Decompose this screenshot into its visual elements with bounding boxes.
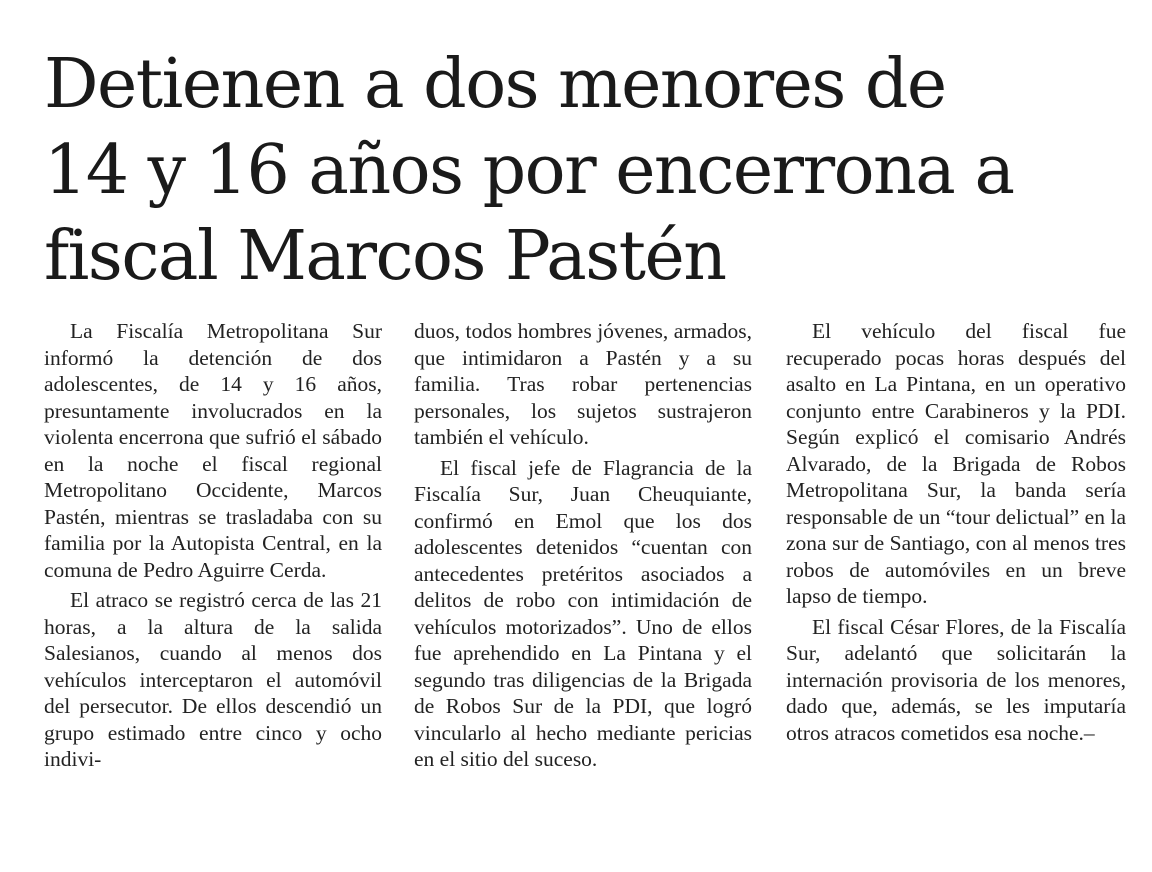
- body-paragraph: El fiscal jefe de Flagrancia de la Fiscalía Sur, Juan Cheuquiante, confirmó en Emol que los dos adolescentes detenidos “cuentan con antecedentes pretéritos asociados a delitos de robo con intimidación de vehículos motorizados”. Uno de ellos fue aprehendido en La Pintana y el segundo tras diligencias de la Brigada de Robos Sur de la PDI, que logró vincularlo al hecho mediante pericias en el sitio del suceso.: [414, 455, 752, 771]
- body-paragraph: El atraco se registró cerca de las 21 horas, a la altura de la salida Salesianos, cuando al menos dos vehículos interceptaron el automóvil del persecutor. De ellos descendió un grupo estimado entre cinco y ocho indivi-: [44, 588, 382, 771]
- body-paragraph: La Fiscalía Metropolitana Sur informó la detención de dos adolescentes, de 14 y 16 años, presuntamente involucrados en la violenta encerrona que sufrió el sábado en la noche el fiscal regional Metropolitano Occidente, Marcos Pastén, mientras se trasladaba con su familia por la Autopista Central, en la comuna de Pedro Aguirre Cerda.: [44, 319, 382, 582]
- headline-line: Detienen a dos menores de: [44, 45, 946, 124]
- headline-line: fiscal Marcos Pastén: [44, 217, 726, 296]
- article-column-3: [786, 318, 1126, 746]
- article-column-2: [414, 318, 752, 773]
- headline: [44, 42, 1134, 300]
- article-column-1: [44, 318, 382, 773]
- body-paragraph: El fiscal César Flores, de la Fiscalía Sur, adelantó que solicitarán la internación provisoria de los menores, dado que, además, se les imputaría otros atracos cometidos esa noche.–: [786, 614, 1126, 745]
- body-paragraph: duos, todos hombres jóvenes, armados, que intimidaron a Pastén y a su familia. Tras robar pertenencias personales, los sujetos sustrajeron también el vehículo.: [414, 319, 752, 449]
- headline-line: 14 y 16 años por encerrona a: [44, 131, 1014, 210]
- body-paragraph: El vehículo del fiscal fue recuperado pocas horas después del asalto en La Pintana, en un operativo conjunto entre Carabineros y la PDI. Según explicó el comisario Andrés Alvarado, de la Brigada de Robos Metropolitana Sur, la banda sería responsable de un “tour delictual” en la zona sur de Santiago, con al menos tres robos de automóviles en un breve lapso de tiempo.: [786, 319, 1126, 608]
